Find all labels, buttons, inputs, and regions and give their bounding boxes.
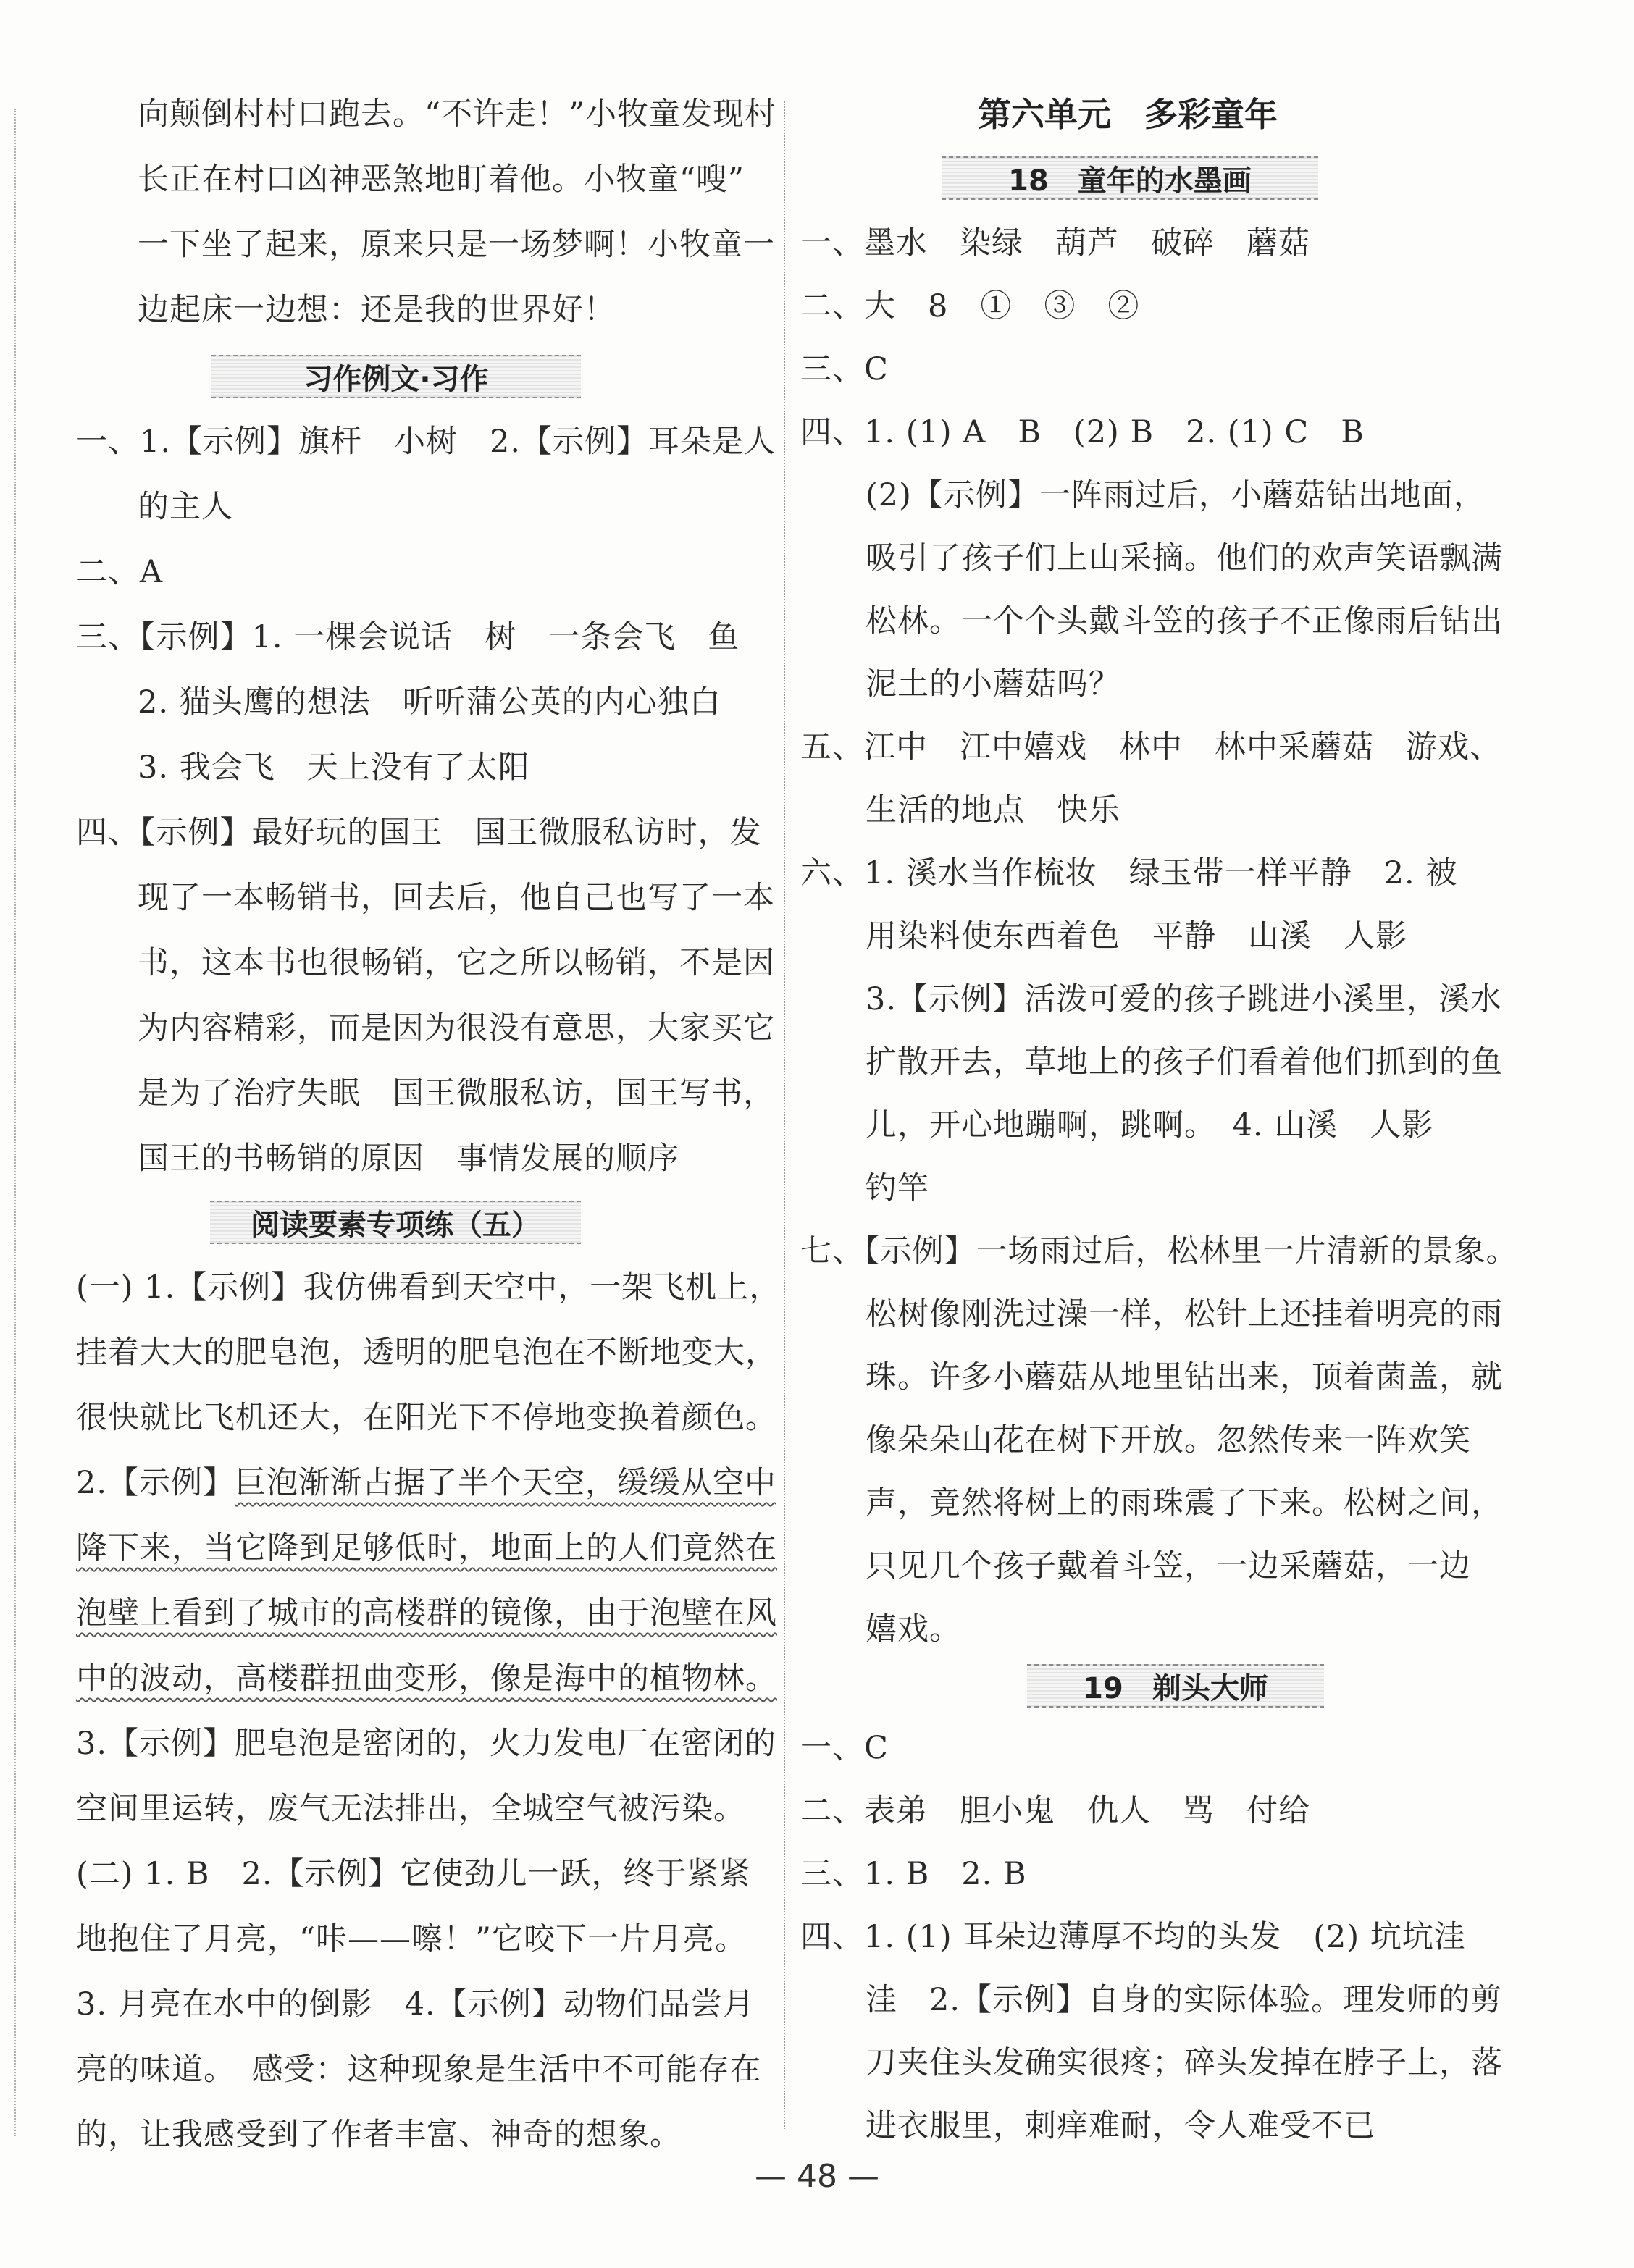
answer-line: 五、江中 江中嬉戏 林中 林中采蘑菇 游戏、 [800, 729, 1501, 765]
intro-line-4: 边起床一边想：还是我的世界好！ [138, 292, 616, 328]
answer-line: 地抱住了月亮，“咔——嚓！”它咬下一片月亮。 [76, 1921, 747, 1957]
answer-line: 二、大 8 ① ③ ② [800, 288, 1140, 324]
answer-line: 用染料使东西着色 平静 山溪 人影 [866, 918, 1407, 954]
answer-line: 一、墨水 染绿 葫芦 破碎 蘑菇 [800, 225, 1310, 261]
lesson-18-title: 18 童年的水墨画 [942, 156, 1318, 200]
answer-line: 声，竟然将树上的雨珠震了下来。松树之间， [866, 1485, 1503, 1521]
answer-line: (二) 1. B 2.【示例】它使劲儿一跃，终于紧紧 [76, 1856, 751, 1892]
column-divider [784, 101, 785, 2129]
section-title-reading-practice: 阅读要素专项练（五） [210, 1201, 581, 1244]
answer-line: 嬉戏。 [866, 1611, 961, 1647]
answer-line: 很快就比飞机还大，在阳光下不停地变换着颜色。 [76, 1400, 777, 1436]
answer-line: (2)【示例】一阵雨过后，小蘑菇钻出地面， [866, 477, 1486, 513]
intro-line-2: 长正在村口凶神恶煞地盯着他。小牧童“嗖” [138, 161, 745, 198]
answer-line: 儿，开心地蹦啊，跳啊。 4. 山溪 人影 [866, 1107, 1434, 1143]
answer-line: 二、A [76, 554, 164, 590]
answer-line-highlighted [76, 1461, 776, 1505]
answer-line: 为内容精彩，而是因为很没有意思，大家买它 [138, 1010, 775, 1046]
answer-line: 三、1. B 2. B [800, 1856, 1027, 1892]
answer-line: 3.【示例】肥皂泡是密闭的，火力发电厂在密闭的 [76, 1726, 777, 1762]
left-margin-rule [14, 109, 16, 2136]
answer-line: 珠。许多小蘑菇从地里钻出来，顶着菌盖，就 [866, 1359, 1503, 1395]
answer-line: 三、【示例】1. 一棵会说话 树 一条会飞 鱼 [76, 619, 740, 655]
wavy-underlined-text: 降下来，当它降到足够低时，地面上的人们竟然在 [76, 1530, 777, 1566]
answer-line: 生活的地点 快乐 [866, 792, 1120, 828]
answer-line: 现了一本畅销书，回去后，他自己也写了一本 [138, 880, 775, 916]
wavy-underlined-text: 巨泡渐渐占据了半个天空，缓缓从空中 [235, 1465, 777, 1501]
answer-line: 像朵朵山花在树下开放。忽然传来一阵欢笑 [866, 1422, 1471, 1458]
wavy-underlined-text: 中的波动，高楼群扭曲变形，像是海中的植物林。 [76, 1660, 777, 1697]
lesson-19-title: 19 剃头大师 [1027, 1664, 1324, 1708]
answer-line: 扩散开去，草地上的孩子们看着他们抓到的鱼 [866, 1044, 1503, 1080]
answer-line: 四、【示例】最好玩的国王 国王微服私访时，发 [76, 815, 762, 851]
answer-line: 洼 2.【示例】自身的实际体验。理发师的剪 [866, 1982, 1503, 2018]
answer-line: 进衣服里，刺痒难耐，令人难受不已 [866, 2108, 1375, 2144]
answer-line: 空间里运转，废气无法排出，全城空气被污染。 [76, 1791, 745, 1827]
answer-line: 一、C [800, 1730, 889, 1766]
unit-title: 第六单元 多彩童年 [978, 95, 1278, 134]
answer-line: 二、表弟 胆小鬼 仇人 骂 付给 [800, 1793, 1310, 1829]
answer-line: 只见几个孩子戴着斗笠，一边采蘑菇，一边 [866, 1548, 1471, 1584]
intro-line-1: 向颠倒村村口跑去。“不许走！”小牧童发现村 [138, 96, 776, 133]
answer-line: (一) 1.【示例】我仿佛看到天空中，一架飞机上， [76, 1269, 782, 1306]
answer-line: 七、【示例】一场雨过后，松林里一片清新的景象。 [800, 1233, 1518, 1269]
wavy-underlined-text: 泡壁上看到了城市的高楼群的镜像，由于泡壁在风 [76, 1595, 777, 1631]
answer-prefix: 2.【示例】 [76, 1465, 235, 1501]
answer-line: 3.【示例】活泼可爱的孩子跳进小溪里，溪水 [866, 981, 1503, 1017]
answer-line: 泥土的小蘑菇吗？ [866, 666, 1120, 702]
answer-line: 3. 我会飞 天上没有了太阳 [138, 749, 530, 786]
page-number: — 48 — [755, 2158, 879, 2195]
answer-line: 2. 猫头鹰的想法 听听蒲公英的内心独白 [138, 684, 721, 721]
answer-line: 刀夹住头发确实很疼；碎头发掉在脖子上，落 [866, 2045, 1503, 2081]
answer-line: 挂着大大的肥皂泡，透明的肥皂泡在不断地变大， [76, 1335, 777, 1371]
answer-line: 是为了治疗失眠 国王微服私访，国王写书， [138, 1075, 775, 1112]
answer-line: 书，这本书也很畅销，它之所以畅销，不是因 [138, 945, 775, 981]
answer-line: 国王的书畅销的原因 事情发展的顺序 [138, 1141, 679, 1177]
answer-line: 的主人 [138, 489, 233, 525]
answer-line: 三、C [800, 351, 889, 387]
answer-line: 3. 月亮在水中的倒影 4.【示例】动物们品尝月 [76, 1986, 755, 2023]
intro-line-3: 一下坐了起来，原来只是一场梦啊！小牧童一 [138, 227, 775, 263]
answer-line: 四、1. (1) A B (2) B 2. (1) C B [800, 414, 1365, 450]
answer-line: 一、1.【示例】旗杆 小树 2.【示例】耳朵是人 [76, 424, 776, 460]
answer-line: 四、1. (1) 耳朵边薄厚不均的头发 (2) 坑坑洼 [800, 1919, 1466, 1955]
answer-line: 的，让我感受到了作者丰富、神奇的想象。 [76, 2117, 682, 2153]
answer-line: 钓竿 [866, 1170, 929, 1206]
section-title-writing: 习作例文·习作 [211, 355, 581, 398]
answer-line: 亮的味道。 感受：这种现象是生活中不可能存在 [76, 2051, 762, 2088]
answer-line: 吸引了孩子们上山采摘。他们的欢声笑语飘满 [866, 540, 1503, 576]
answer-line: 松林。一个个头戴斗笠的孩子不正像雨后钻出 [866, 603, 1503, 639]
answer-line: 六、1. 溪水当作梳妆 绿玉带一样平静 2. 被 [800, 855, 1458, 891]
answer-line: 松树像刚洗过澡一样，松针上还挂着明亮的雨 [866, 1296, 1503, 1332]
